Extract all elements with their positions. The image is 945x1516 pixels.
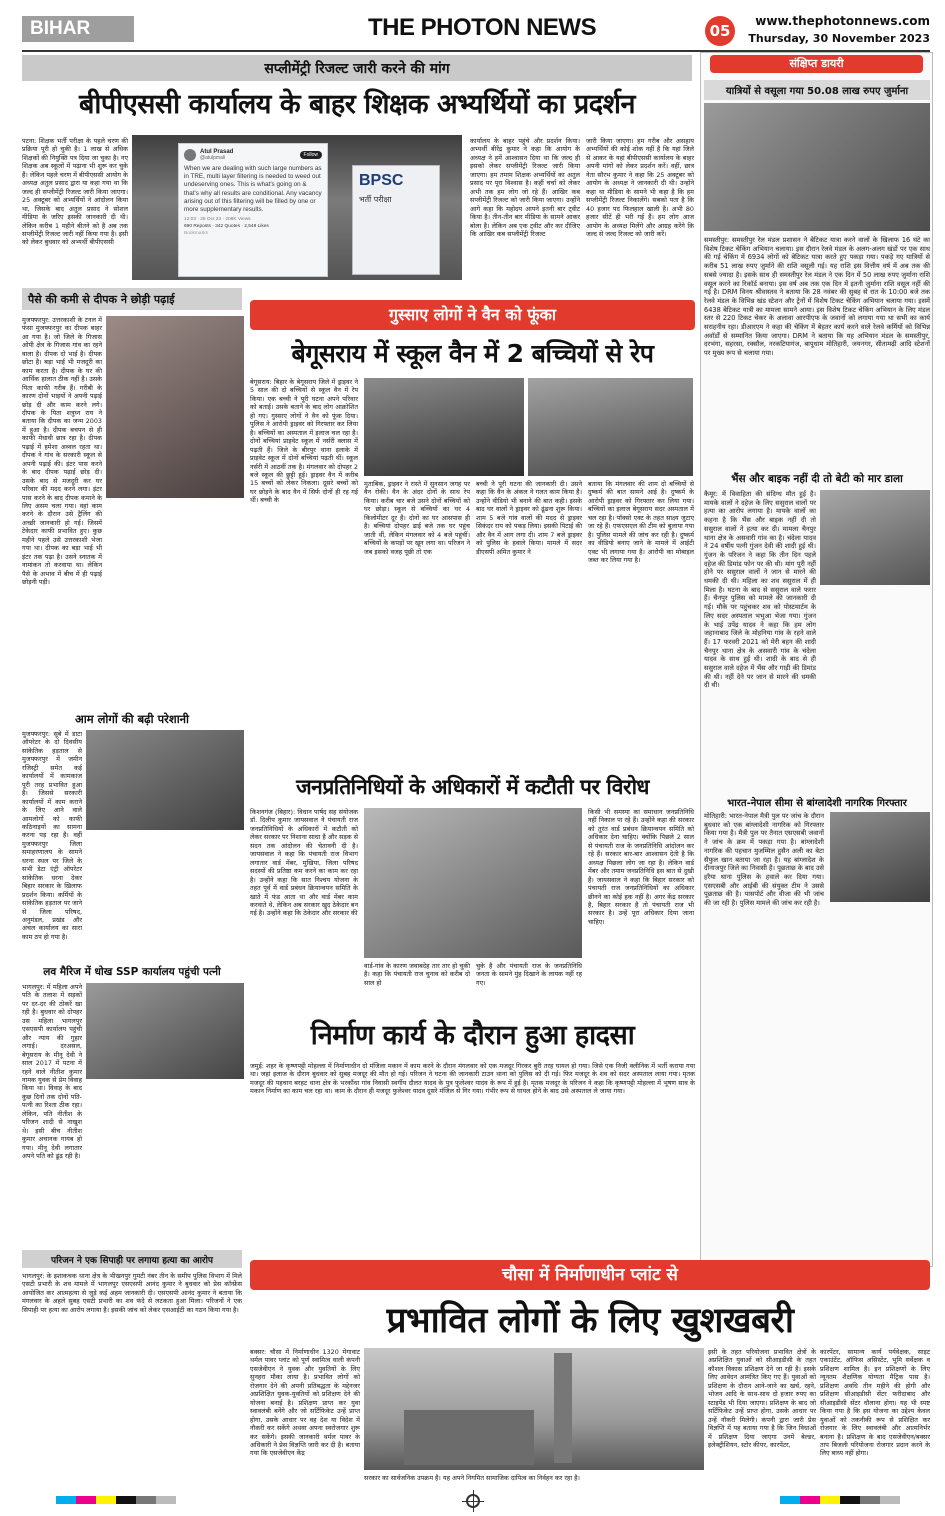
tweet-author: Atul Prasad (200, 149, 234, 155)
story4-body: भागलपुर: में महिला अपने पति के तलाश में सड़कों पर दर-दर की ठोकरें खा रही है। बुधवार को दोपहर उस महिला भागलपुर एसएसपी कार्यालय पहुंची और न्याय की गुहार लगाई। दरअसल, बेगूसराय के मीनू देवी ने साल 2017 में पटना में रहने वाले नीतीश कुमार नामक युवक से प्रेम विवाह किया था। विवाह के बाद कुछ दिनों तक दोनों पति-पत्नी का रिश्ता ठीक रहा। लेकिन, पति नीतीश के परिजन शादी से नाखुश थे। इसी बीच नीतीश कुमार अचानक गायब हो गया। मीनू देवी लगातार अपने पति को ढूंढ रही है। (22, 983, 82, 1161)
story5-headline: परिजन ने एक सिपाही पर लगाया हत्या का आरोप (22, 1250, 242, 1268)
digest-item1-body: समस्तीपुर: समस्तीपुर रेल मंडल प्रशासन ने बेटिकट यात्रा करने वालों के खिलाफ 16 घंटे का विशेष टिकट चेकिंग अभियान चलाया। इस दौरान रेलवे मंडल के अलग-अलग खंडों पर एक साथ की गई चेकिंग में 6934 लोगों को बेटिकट यात्रा करते हुए पकड़ा गया। पकड़े गए यात्रियों से करीब 51 लाख रुपए जुर्माने की राशि वसूली गई। यह राशि इस वित्तीय वर्ष में अब तक की सबसे ज्यादा है। इसके साथ ही समस्तीपुर रेल मंडल ने एक दिन में 50 लाख रुपए जुर्माना राशि वसूल करने का रिकॉर्ड बनाया। इस वर्ष अब तक एक दिन में इतनी जुर्माना राशि वसूल नहीं की गई है। DRM विनय श्रीवास्तव ने बताया कि 28 नवंबर की सुबह से रात के 10:00 बजे तक रेलवे मंडल के विभिन्न खंड स्टेशन और ट्रेनों में विशेष टिकट चेकिंग अभियान चलाया गया। इसमें 6438 बेटिकट यात्री का मामला सामने आया। इस विशेष टिकट चेकिंग अभियान के लिए मंडल स्तर से 220 टिकट चेकर के अलावा आरपीएफ के जवानों को लगाया गया था सभी का कार्य सराहनीय रहा। डीआरएम ने कहा की चेकिंग में बेहतर कार्य करने वाले रेलवे कर्मियों को विभिन्न अवॉर्डों से सम्मानित किया जाएगा। DRM ने बताया कि यह अभियान मंडल के समस्तीपुर, दरभंगा, सहरसा, रक्सौल, नरकटियागंज, बापूधाम मोतिहारी, जयनगर, सीतामढ़ी आदि स्टेशनों पर मुख्य रूप से चलाया गया। (704, 236, 930, 358)
story1-kicker: सप्लीमेंट्री रिजल्ट जारी करने की मांग (22, 55, 692, 81)
story6-col1: बेगूसराय: बिहार के बेगूसराय जिले में ड्राइवर ने 5 साल की दो बच्चियों से स्कूल वैन में रेप किया। एक बच्ची ने पूरी घटना अपने परिवार को बताई। उसके बताने के बाद लोग आक्रोशित हो गए। गुस्साए लोगों ने वैन को फूंक दिया। पुलिस ने आरोपी ड्राइवर को गिरफ्तार कर लिया है। बच्चियों का अस्पताल में इलाज चल रहा है। दोनों बच्चियां प्राइवेट स्कूल में नर्सरी क्लास में पढ़ती हैं। जिले के बीरपुर थाना इलाके में प्राइवेट स्कूल में दोनों बच्चियां पढ़ती थीं। स्कूल नर्सरी में आठवीं तक है। मंगलवार को दोपहर 2 बजे स्कूल की छुट्टी हुई। ड्राइवर वैन में करीब 15 बच्चों को लेकर निकला। दूसरे बच्चों को घर छोड़ने के बाद वैन में सिर्फ दोनों ही रह गई थीं। बच्ची के (250, 378, 358, 505)
story1-col3: जारी किया जाएगा। हम गरीब और असहाय अभ्यर्थियों की कोई शोक नहीं है कि यहां जिले से आकर के यहां बीपीएससी कार्यालय के बाहर अपनी मांगों को लेकर प्रदर्शन करें। वहीं, छात्र नेता सौरभ कुमार ने कहा कि 25 अक्टूबर को आयोग के अध्यक्ष ने जानकारी दी थी। उन्होंने कहा था मीडिया के सामने भी कहा है कि हम सप्लीमेंट्री रिजल्ट निकालेंगे। सबको पता है कि 40 हजार पद फिलहाल खाली है। अभी 80 हजार सीटें ही भरी गई हैं। हम लोग आज आयोग के अध्यक्ष मिलेंगे और आग्रह करेंगे कि जल्द से जल्द रिजल्ट को जारी करें। (586, 137, 694, 238)
digest-item2-headline: भैंस और बाइक नहीं दी तो बेटी को मार डाला (731, 473, 903, 485)
tweet-follow-button: Follow (300, 151, 322, 159)
story7-caption-left: वार्ड-गांव के कारण जवाबदेह तार तार हो चुकी है। कहा कि पंचायती राज चुनाव को करीब दो साल हो (364, 962, 470, 987)
tweet-meta: 12:03 · 25 Oct 23 · 208K Views (184, 217, 251, 223)
story3-headline: आम लोगों की बढ़ी परेशानी (74, 712, 190, 726)
story9-kicker: चौसा में निर्माणाधीन प्लांट से (250, 1260, 930, 1290)
story2-photo (106, 316, 244, 498)
tweet-handle: @atulpmali (200, 155, 226, 161)
story9-strip: सरकार का सार्वजनिक उपक्रम है। यह अपने निगमित सामाजिक दायित्व का निर्वहन कर रहा है। (364, 1474, 580, 1482)
story9-col1: बक्सर: चौसा में निर्माणाधीन 1320 मेगावाट थर्मल पावर प्लांट को पूर्ण स्वामित्व वाली कंपनी एसजेवीएन ने युवक और युवतियों के लिए सुनहरा मौका लाया है। प्रभावित लोगों को रोजगार देने की अपनी प्रतिबद्धता के मद्देनजर अप्रशिक्षित युवक-युवतियों को प्रशिक्षण देने की योजना बनाई है। प्रशिक्षण प्राप्त कर युवा स्वावलंबी बनेंगे और जो सर्टिफिकेट उन्हें प्राप्त होगा, उसके आधार पर वह देश या विदेश में नौकरी कर सकेंगे अथवा अपना स्वरोजगार शुरू कर सकेंगे। इसकी जानकारी थर्मल पावर के अधिकारी ने प्रेस विज्ञप्ति जारी कर दी है। बताया गया कि एसजेवीएन केंद्र (250, 1348, 360, 1458)
digest-item3-body: मोतिहारी: भारत-नेपाल मैत्री पुल पर जांच के दौरान बुधवार को एक बांग्लादेशी नागरिक को गिरफ्तार किया गया है। मैत्री पुल पर तैनात एसएसबी जवानों ने जांच के क्रम में पकड़ा गया है। बांग्लादेशी नागरिक की पहचान मुजम्मिल हुसैन अली का बेटा सैफुल खान बताया जा रहा है। यह बांग्लादेश के दीनाजपुर जिले का निवासी है। पूछताछ के बाद उसे हरैया थाना पुलिस के हवाले कर दिया गया। एसएसबी और आईबी की संयुक्त टीम ने उससे पूछताछ की है। पासपोर्ट और वीजा की भी जांच की जा रही है। पुलिस मामले की जांच कर रही है। (704, 812, 824, 908)
paper-logo: THE PHOTON NEWS (368, 14, 597, 41)
story4-photo (86, 983, 244, 1079)
page-number: 05 (705, 16, 735, 46)
story9-col3: कारपेंटर, सामान्य कार्य पर्यवेक्षक, साइट एकाउंटेंट, ऑफिस असिस्टेंट, भूमि सर्वेक्षक व प्रशिक्षण शामिल है। इन प्रशिक्षणों के लिए न्यूनतम शैक्षणिक योग्यता मैट्रिक पास है। प्रशिक्षण अवधि तीन महीने की होगी और प्रशिक्षण सीआइडीसी सेंटर फरीदाबाद और सीआइडीसी सेंटर धौलाना होगा। यह भी स्पष्ट किया गया है कि इस योजना का उद्देश्य केवल युवाओं को तकनीकी रूप से प्रशिक्षित कर रोजगार के लिए स्वावलंबी और आत्मनिर्भर बनाना है। प्रशिक्षण के बाद एसजेवीएन/बक्सर ताप बिजली परियोजना रोजगार प्रदान करने के लिए बाध्य नहीं होगा। (820, 1348, 930, 1458)
story5-body: भागलपुर: के इशाकचक थाना क्षेत्र के भीखनपुर गुमटी नंबर तीन के समीप पुलिस विभाग में मिले एसटी प्रभारी के शव मामले में भागलपुर एसएसपी आनंद कुमार ने बुधवार को प्रेस कॉन्फ्रेंस आयोजित कर आत्महत्या से जुड़े कई अहम जानकारी दी। एसएसपी आनंद कुमार ने बताया कि मंगलवार के अहले सुबह एसटी प्रभारी का शव फंदे से लटकता हुआ मिला। परिजनों ने एक सिपाही पर हत्या का आरोप लगाया है। इसकी जांच को लेकर एसआईटी का गठन किया गया है। (22, 1272, 242, 1314)
story7-col2: किसी भी समस्या का समाधान जनप्रतिनिधि नहीं निकाल पा रहे हैं। उन्होंने कहा की सरकार को तुरंत वार्ड प्रबंधन क्रियान्वयन समिति को अधिकार देना चाहिए। क्योंकि पिछले 2 साल से पंचायती राज के जनप्रतिनिधि आंदोलन कर रहे हैं। सरकार बार-बार आश्वासन देती है कि अध्यक्ष पिछला लोग जा रहा है। लेकिन वार्ड मेंबर और तमाम जनप्रतिनिधि इस बात से दुखी हैं। जायसवाल ने कहा कि बिहार सरकार को पंचायती राज जनप्रतिनिधियों का अधिकार छीनने का कोई हक नहीं है। अगर केंद्र सरकार है, बिहार सरकार है तो पंचायती राज भी सरकार है। उन्हें पूरा अधिकार दिया जाना चाहिए। (588, 808, 694, 926)
digest-title: संक्षिप्त डायरी (710, 55, 923, 73)
color-bar-right (780, 1496, 900, 1504)
story6-accused-photo (528, 378, 693, 476)
story6-col4: बताया कि मंगलवार की शाम दो बच्चियों से दुष्कर्म की बात सामने आई है। दुष्कर्म के आरोपी ड्राइवर को गिरफ्तार कर लिया गया। बच्चियों का इलाज बेगूसराय सदर अस्पताल में चल रहा है। पॉक्सो एक्ट के तहत साक्ष्य जुटाए जा रहे हैं। एफएसएल की टीम को बुलाया गया है। पुलिस मामले की जांच कर रही है। दुष्कर्म का वीडियो बनाए जाने के मामले में आईटी एक्ट भी लगाया गया है। आरोपी का मोबाइल जब्त कर लिया गया है। (588, 480, 694, 565)
story2-body-a: मुजफ्फरपुर: उत्तरकाशी के टनल में फंसा मुजफ्फरपुर का दीपक बाहर आ गया है। जो जिले के गिजास ओपी क्षेत्र के गिजास गांव का रहने वाला है। दीपक दो भाई है। दीपक छोटा है। बड़ा भाई भी मजदूरी का काम करता है। दीपक के घर की आर्थिक हालात ठीक नहीं है। उसके पिता काफी गरीब हैं। गरीबी के कारण दोनों भाइयों ने अपनी पढ़ाई छोड़ दी और काम करने लगे। दीपक के पिता शत्रुघ्न राय ने बताया कि दीपक का जन्म 2003 में हुआ है। दीपक बचपन से ही काफी मेधावी छात्र रहा है। दीपक पढ़ाई में हमेशा अव्वल रहता था। दीपक ने गांव के सरकारी स्कूल से अपनी पढ़ाई की। इंटर पास करने के बाद दीपक पढ़ाई छोड़ दी। उसके बाद से मजदूरी कर घर परिवार की मदद करने लगा। इंटर पास करने के बाद दीपक कमाने के लिए असम चला गया। वहां काम करने के दौरान उसे ट्रैलिंग की अच्छी जानकारी हो गई। जिसमें टेकेदार काफी प्रभावित हुए। कुछ महीने पहले उसे उत्तरकाशी भेजा गया था। दीपक का बड़ा भाई भी इंटर तक पढ़ा है। उसने स्नातक में नामांकन तो करवाया था। लेकिन पैसे के अभाव में बीच में ही पढ़ाई छोड़नी पड़ी। (22, 316, 102, 587)
story7-col1: किशनगंज (बिहार): विधान पार्षद सह संयोजक डॉ. दिलीप कुमार जायसवाल ने पंचायती राज जनप्रतिनिधियों के अधिकारों में कटौती को लेकर सरकार पर निशाना साधा है और सड़क से सदन तक आंदोलन की चेतावनी दी है। जायसवाल ने कहा कि पंचायती राज विभाग लगातार वार्ड मेंबर, मुखिया, जिला परिषद सदस्यों की प्रतिष्ठा कम करने का काम कर रहा है। उन्होंने कहा कि सात निश्चय योजना के तहत पूर्व में वार्ड प्रबंधन क्रियान्वयन समिति के खाते में फंड आता था और वार्ड मेंबर काम करवाते थे, लेकिन अब सरकार खुद ठेकेदार बन गई है। उन्होंने कहा कि ठेकेदार और सरकार की (250, 808, 358, 918)
plant-building (404, 1410, 534, 1465)
story3-photo (86, 730, 244, 830)
tweet-text: When we are dealing with such large numbers as in TRE, multi layer filtering is needed to weed out undeserving ones. This is what's going on & that's why all results are conditional. Any vacancy arising out of this filtering will be filled by one or more supplementary results. (184, 165, 322, 213)
story6-col2: मुताबिक, ड्राइवर ने रास्ते में सुनसान जगह पर वैन रोकी। वैन के अंदर दोनों के साथ रेप किया। करीब चार बजे उसने दोनों बच्चियों को घर छोड़ा। स्कूल से बच्चियों का घर 4 किलोमीटर दूर है। दोनों का घर आसपास ही है। बच्चियां दोपहर ढाई बजे तक घर पहुंच जाती थीं, लेकिन मंगलवार को 4 बजे पहुंचीं। बच्चियों के कपड़ों पर खून लगा था। परिजन ने जब इसको वजह पूछी तो एक (364, 480, 470, 556)
story4-headline: लव मैरिज में धोख SSP कार्यालय पहुंची पत्नी (43, 966, 221, 978)
digest-item1-headline: यात्रियों से वसूला गया 50.08 लाख रुपए जुर्माना (704, 80, 930, 100)
story8-headline: निर्माण कार्य के दौरान हुआ हादसा (310, 1020, 635, 1051)
poster-title: BPSC (359, 172, 404, 189)
story1-col2: कार्यालय के बाहर पहुंचे और प्रदर्शन किया। अभ्यर्थी बीरेंद्र कुमार ने कहा कि आयोग के अध्यक्ष ने हमें आश्वासन दिया था कि जल्द ही इसको लेकर सप्लीमेंट्री रिजल्ट जारी किया जाएगा। हम तमाम शिक्षक अभ्यर्थियों का अतुल प्रसाद पर पूरा विश्वास है। कहीं चर्चा को लेकर अभी तक हम लोग जो रहे हैं। आखिर कब सप्लीमेंट्री रिजल्ट को जारी किया जाएगा। उन्होंने आगे कहा कि महोदय आपने इतनी बार ट्वीट किया है। तीन-तीन बार मीडिया के सामने आकर बोला है। लेकिन अब एक ट्वीट और कर दीजिए कि आखिर कब सप्लीमेंट्री रिजल्ट (470, 137, 580, 238)
story6-burnt-van-photo (364, 378, 524, 476)
story7-portrait-photo (364, 808, 582, 958)
registration-mark-icon (466, 1494, 480, 1508)
story6-col3: बच्ची ने पूरी घटना की जानकारी दी। उसने कहा कि वैन के अंकल ने गलत काम किया है। उन्होंने वीडियो भी बनाने की बात कही। इसके बाद घर वालों ने ड्राइवर को ढूंढना शुरू किया। शाम 5 बजे गांव वालों की मदद से ड्राइवर सिकंदर राय को पकड़ लिया। इसकी पिटाई की और वैन में आग लगा दी। शाम 7 बजे ड्राइवर को पुलिस के हवाले किया। मामले में सदर डीएसपी अमित कुमार ने (476, 480, 582, 556)
story1-col1: पटना: शिक्षक भर्ती परीक्षा के पहले चरण की प्रक्रिया पूरी हो चुकी है। 1 लाख से अधिक शिक्षकों की नियुक्ति पत्र दिया जा चुका है। नए शिक्षक अब स्कूलों में पढ़ाना भी शुरू कर चुके हैं। लेकिन पहले चरण में बीपीएससी आयोग के अध्यक्ष अतुल प्रसाद द्वारा या कहा गया था कि जल्द ही सप्लीमेंट्री रिजल्ट जारी किया जाएगा। 25 अक्टूबर को अभ्यर्थियों ने आंदोलन किया था, जिसके बाद अतुल प्रसाद ने सोशल मीडिया के जरिए इसकी जानकारी दी थी। लेकिन करीब 1 महीने बीतने को है अब तक सप्लीमेंट्री रिजल्ट जारी नहीं किया गया है। इसी को लेकर बुधवार को अभ्यर्थी बीपीएससी (22, 137, 128, 247)
tweet-stats: 690 Reposts · 342 Quotes · 2,548 Likes (184, 224, 269, 230)
story9-plant-photo (364, 1348, 704, 1470)
poster-subtitle: भर्ती परीक्षा (359, 195, 392, 204)
tweet-printout (178, 143, 328, 277)
story1-headline: बीपीएससी कार्यालय के बाहर शिक्षक अभ्यर्थियों का प्रदर्शन (79, 89, 635, 120)
digest-item1-photo (704, 103, 930, 231)
story9-col2: इसी के तहत परियोजना प्रभावित क्षेत्रों के अप्रशिक्षित युवाओं को सीआइडीसी के तहत कौशल विकास प्रशिक्षण देने जा रही है। इसके लिए आवेदन आमंत्रित किए गए हैं। युवाओं को प्रशिक्षण के दौरान आने-जाने का खर्च, रहने, भोजन आदि के साथ-साथ दो हजार रुपए का स्टाइपेंड भी दिया जाएगा। प्रशिक्षण के बाद जो सर्टिफिकेट उन्हें प्राप्त होगा, उसके आधार पर उन्हें नौकरी मिलेगी। कंपनी द्वारा जारी प्रेस विज्ञप्ति में यह बताया गया है कि जिन विधाओं में प्रशिक्षण दिया जाएगा उनमें बेल्डर, इलेक्ट्रीशियन, स्टोर कीपर, कारपेंटर, (708, 1348, 816, 1449)
story6-headline: बेगूसराय में स्कूल वैन में 2 बच्चियों से रेप (291, 339, 654, 368)
digest-item2-body: कैमूर: में विवाहिता की संदिग्ध मौत हुई है। मायके वालों ने दहेज के लिए ससुराल वालों पर हत्या का आरोप लगाया है। मायके वालों का कहना है कि भैंस और बाइक नहीं दी तो ससुराल वालों ने हत्या कर दी। मामला चैनपुर थाना क्षेत्र के असवारी गांव का है। चंदेला यादव ने 24 वर्षीय पत्नी गुंजन देवी की शादी हुई थी। गुंजन के परिजन ने कहा कि तीन दिन पहले दहेज की डिमांड फोन पर की थी। मांग पूरी नहीं होने पर ससुराल वालों ने जान से मारने की धमकी दी थी। महिला का शव ससुराल में ही मिला है। घटना के बाद से ससुराल वाले फरार हैं। चैनपुर पुलिस को मामले की जानकारी दी गई। मौके पर पहुंचकर शव को पोस्टमार्टम के लिए सदर अस्पताल भभुआ भेजा गया। गुंजन के भाई उपेंद्र यादव ने कहा कि हम लोग जहानाबाद जिले के मोहनिया गांव के रहने वाले हैं। 17 फरवरी 2021 को मेरी बहन की शादी चैनपुर थाना क्षेत्र के असवारी गांव के चंदेला यादव के साथ हुई थी। शादी के बाद से ही ससुराल वाले दहेज में भैंस और गाड़ी की डिमांड की थी। नहीं देने पर जान से मारने की धमकी दी थी। (704, 490, 816, 690)
story8-body: जमुई: शहर के कृष्णपट्टी मोहल्ला में निर्माणाधीन दो मंजिला मकान में काम करने के दौरान मंगलवार को एक मजदूर गिरकर बुरी तरह घायल हो गया। जिसे एक निजी क्लीनिक में भर्ती कराया गया था। जहां इलाज के दौरान बुधवार को सुबह मजदूर की मौत हो गई। परिजन ने घटना की जानकारी टाउन थाना को पुलिस को दी गई। फिर मजदूर के शव को सदर अस्पताल लाया गया। मृतक मजदूर की पहचान बरहट थाना क्षेत्र के भरकौंधा गांव निवासी स्वर्गीय दौलत यादव के पुत्र फुलेश्वर यादव के रूप में हुई है। मृतक मजदूर के परिजन ने कहा कि कृष्णपट्टी मोहल्ला में भूषण साव के मकान निर्माण का काम चल रहा था। काम के दौरान ही मजदूर फुलेश्वर यादव दूसरे मंजिल से गिर गया। गंभीर रूप से घायल होने के बाद उसे अस्पताल ले जाया गया। (250, 1062, 695, 1096)
story7-headline: जनप्रतिनिधियों के अधिकारों में कटौती पर विरोध (296, 775, 649, 799)
story9-headline: प्रभावित लोगों के लिए खुशखबरी (386, 1301, 794, 1341)
story7-caption-right: चुके है और पंचायती राज के जनप्रतिनिधि जनता के सामने मुंह दिखाने के लायक नहीं रह गए। (476, 962, 582, 987)
region-label: BIHAR (30, 18, 91, 39)
story3-body: मुजफ्फरपुर: सूबे में डाटा ऑपरेटर के दो दिवसीय सांकेतिक हड़ताल से मुजफ्फरपुर में जमीन रजिस्ट्री समेत कई कार्यालयों में कामकाज पूरी तरह प्रभावित हुआ है। जिससे सरकारी कार्यालयों में काम कराने के लिए आने वाले आमलोगों को काफी कठिनाइयों का सामना करना पड़ रहा है। वहीं मुजफ्फरपुर जिला समाहरणालय के सामने धरना स्थल पर जिले के सभी डेटा एंट्री ऑपरेटर सांकेतिक धरना देकर बिहार सरकार के खिलाफ प्रदर्शन किया। कर्मियों के सांकेतिक हड़ताल पर जाने से जिला परिषद, अनुमंडल, प्रखंड और अंचल कार्यालय का सारा काम ठप हो गया है। (22, 730, 82, 941)
issue-date: Thursday, 30 November 2023 (748, 32, 930, 45)
color-bar (56, 1496, 176, 1504)
story6-kicker: गुस्साए लोगों ने वैन को फूंका (250, 300, 695, 330)
digest-item3-photo (830, 812, 930, 902)
bpsc-poster (352, 165, 440, 275)
plant-chimney (554, 1353, 572, 1463)
tweet-footer: Bookmarks (184, 231, 208, 237)
website-link[interactable]: www.thephotonnews.com (755, 14, 930, 28)
digest-item2-body-cont (704, 590, 930, 790)
story2-headline: पैसे की कमी से दीपक ने छोड़ी पढ़ाई (22, 288, 242, 310)
digest-item3-headline: भारत-नेपाल सीमा से बांग्लादेशी नागरिक गिरफ्तार (727, 798, 907, 809)
story1-protest-photo (132, 135, 462, 280)
masthead (0, 0, 945, 50)
digest-item2-photo (820, 490, 930, 585)
tweet-avatar (184, 149, 196, 161)
region-badge (22, 16, 134, 42)
